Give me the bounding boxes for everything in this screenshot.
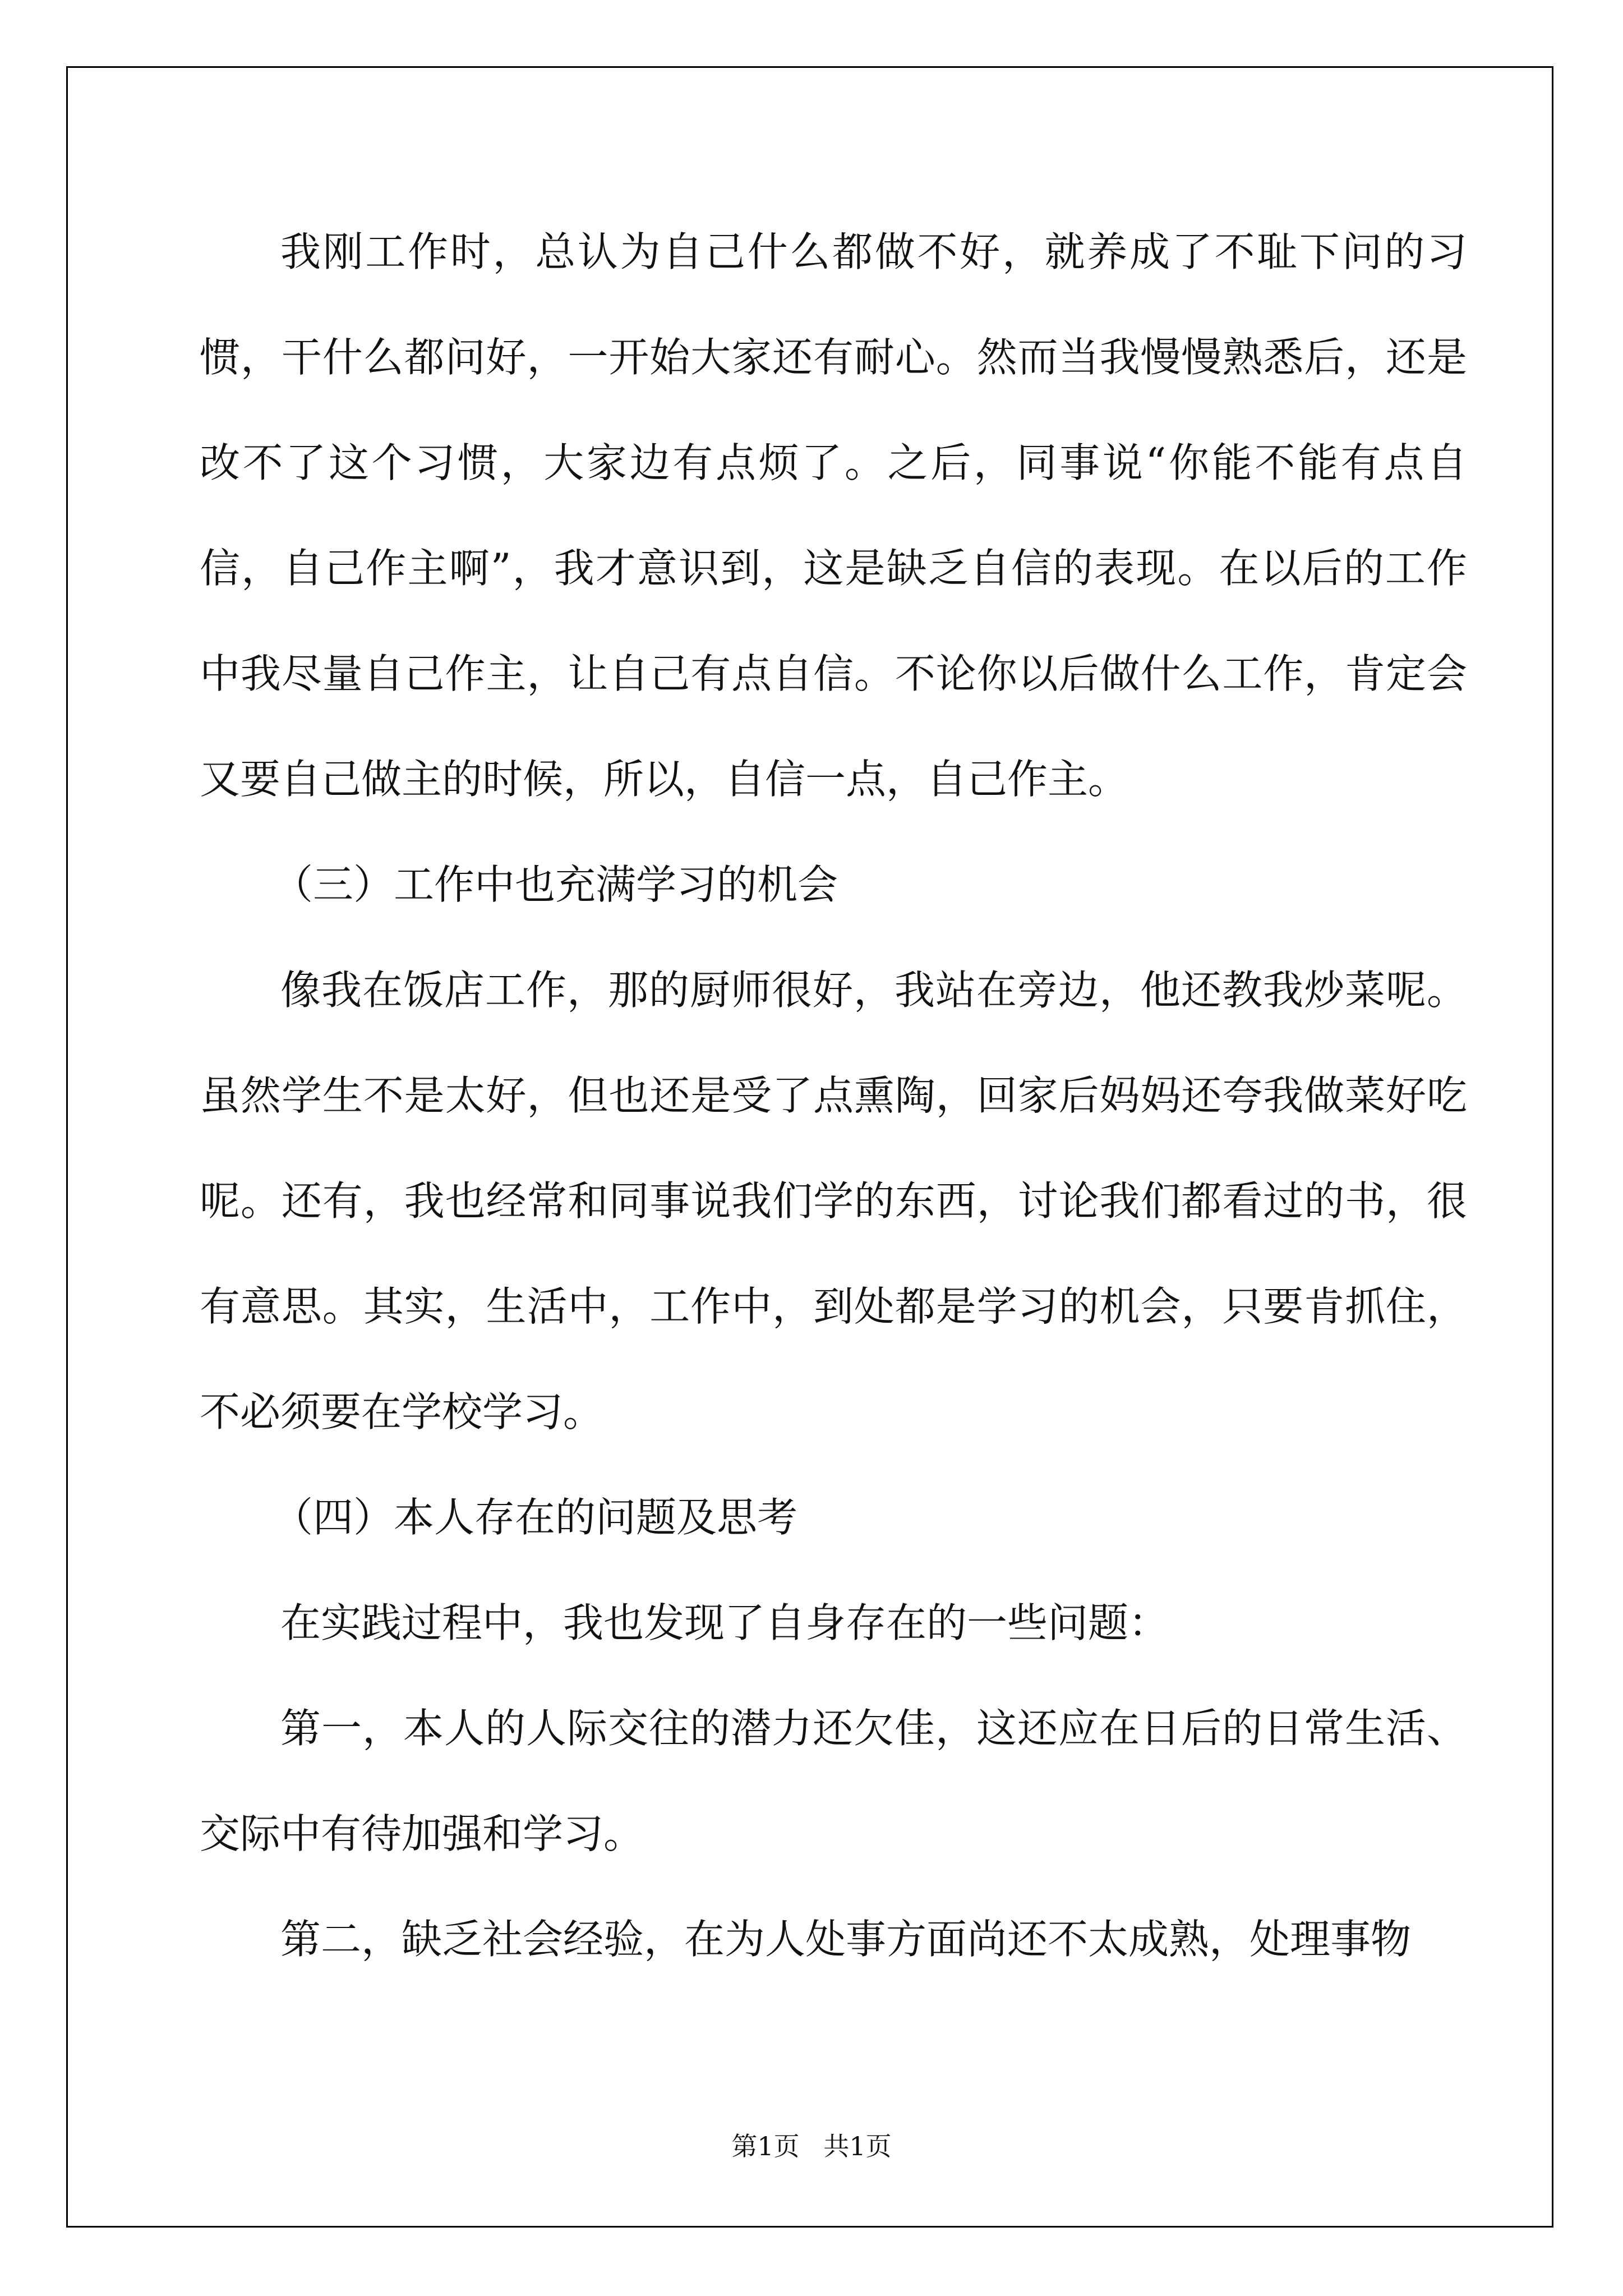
paragraph-restaurant-work: 像我在饭店工作，那的厨师很好，我站在旁边，他还教我炒菜呢。虽然学生不是太好，但也还是受了点熏陶，回家后妈妈还夸我做菜好吃呢。还有，我也经常和同事说我们学的东西，讨论我们都看过的书，很有意思。其实，生活中，工作中，到处都是学习的机会，只要肯抓住，不必须要在学校学习。 — [200, 967, 1467, 1435]
total-pages: 共1页 — [823, 2131, 892, 2161]
paragraph-problems-intro: 在实践过程中，我也发现了自身存在的一些问题： — [280, 1599, 1169, 1646]
paragraph-second-problem: 第二，缺乏社会经验，在为人处事方面尚还不太成熟，处理事物 — [280, 1916, 1412, 1963]
document-body — [200, 199, 1467, 1992]
section-heading-problems-reflection: （四）本人存在的问题及思考 — [273, 1494, 798, 1541]
paragraph-self-confidence: 我刚工作时，总认为自己什么都做不好，就养成了不耻下问的习惯，干什么都问好，一开始大家还有耐心。然而当我慢慢熟悉后，还是改不了这个习惯，大家边有点烦了。之后，同事说“你能不能有点自信，自己作主啊”，我才意识到，这是缺乏自信的表现。在以后的工作中我尽量自己作主，让自己有点自信。不论你以后做什么工作，肯定会又要自己做主的时候，所以，自信一点，自己作主。 — [200, 228, 1467, 803]
page-footer — [0, 2126, 1623, 2163]
section-heading-learning-opportunities: （三）工作中也充满学习的机会 — [273, 861, 838, 908]
paragraph-first-problem: 第一，本人的人际交往的潜力还欠佳，这还应在日后的日常生活、交际中有待加强和学习。 — [200, 1705, 1467, 1857]
page-number: 第1页 — [731, 2131, 800, 2161]
